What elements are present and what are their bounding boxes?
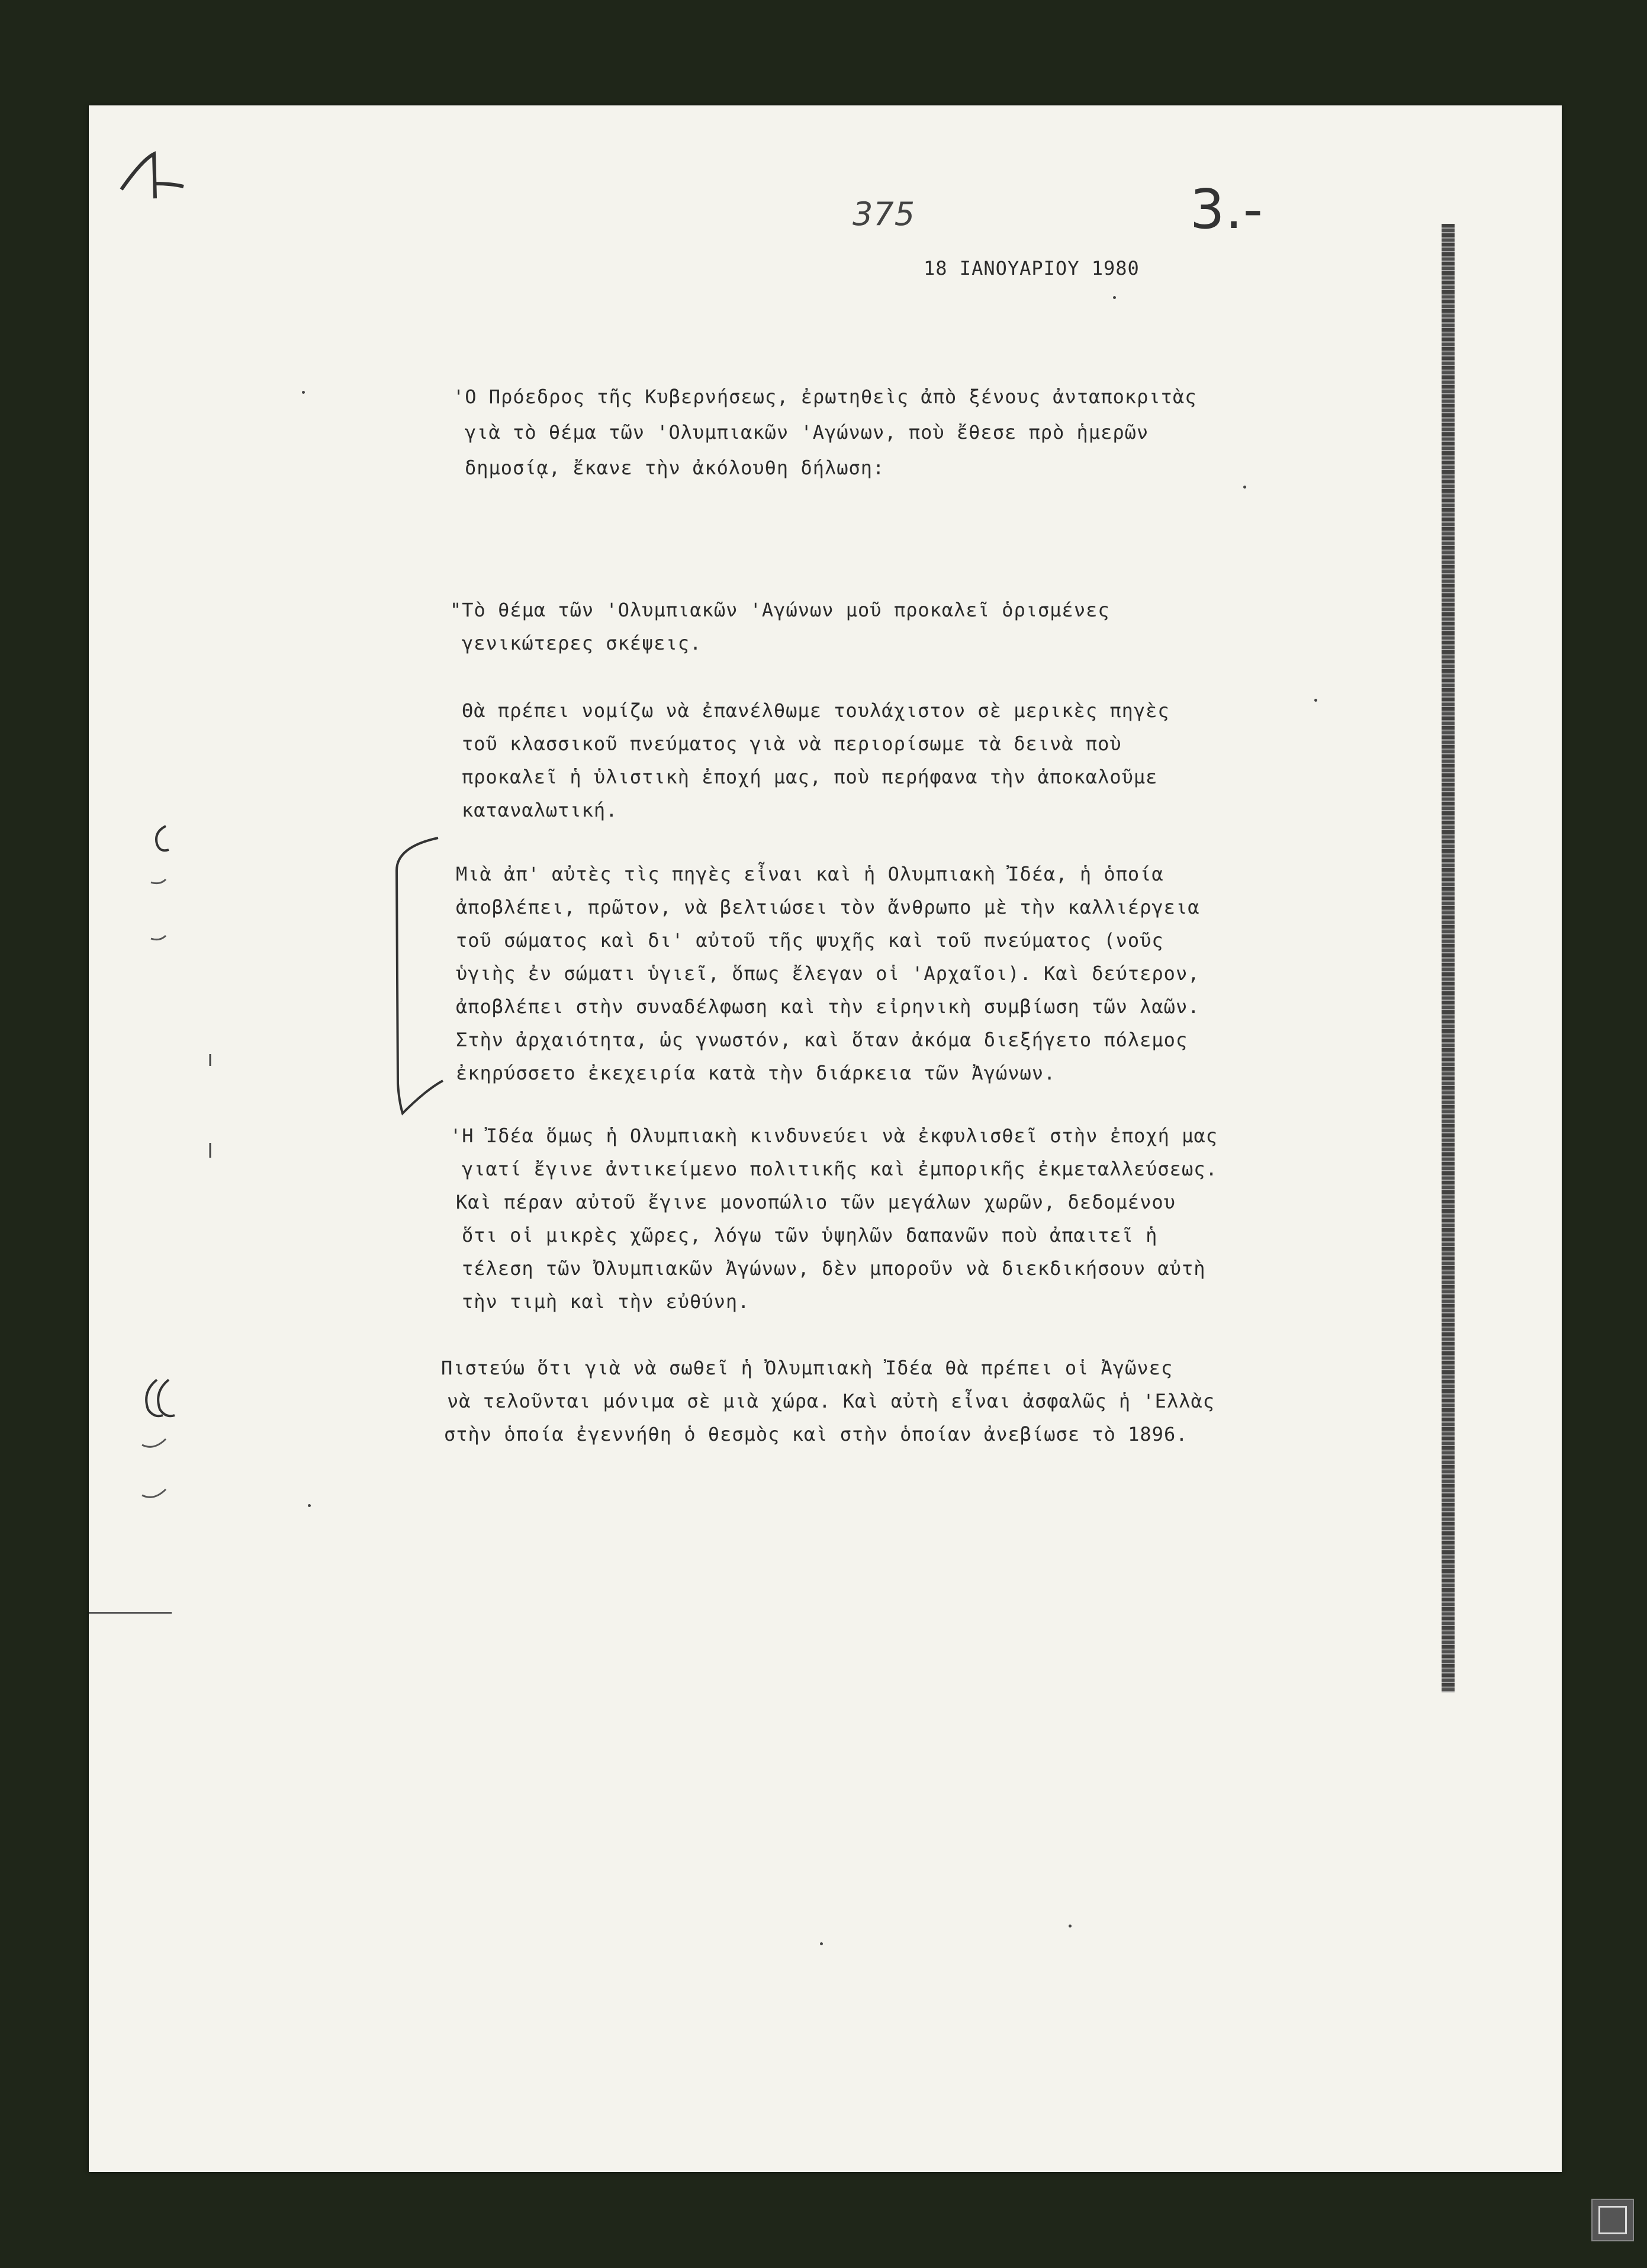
- statement-line: ἀποβλέπει, πρῶτον, νὰ βελτιώσει τὸν ἄνθρωπο μὲ τὴν καλλιέργεια: [456, 896, 1200, 918]
- statement-line: Στὴν ἀρχαιότητα, ὡς γνωστόν, καὶ ὅταν ἀκόμα διεξήγετο πόλεμος: [456, 1029, 1188, 1051]
- paper-speck: [1243, 486, 1246, 489]
- statement-line: Πιστεύω ὅτι γιὰ νὰ σωθεῖ ἡ Ὀλυμπιακὴ Ἰδέα θὰ πρέπει οἱ Ἀγῶνες: [441, 1357, 1173, 1379]
- statement-line: ἀποβλέπει στὴν συναδέλφωση καὶ τὴν εἰρηνικὴ συμβίωση τῶν λαῶν.: [456, 995, 1200, 1018]
- page-number: 375: [853, 195, 916, 233]
- statement-line: ἐκηρύσσετο ἐκεχειρία κατὰ τὴν διάρκεια τῶν Ἀγώνων.: [456, 1062, 1056, 1084]
- sheet-number: 3.-: [1190, 178, 1263, 241]
- paper-speck: [1069, 1925, 1072, 1928]
- statement-line: καταναλωτική.: [462, 799, 618, 821]
- statement-line: Καὶ πέραν αὐτοῦ ἔγινε μονοπώλιο τῶν μεγάλων χωρῶν, δεδομένου: [456, 1191, 1176, 1213]
- margin-tick-marks: [207, 1054, 213, 1161]
- statement-line: τοῦ κλασσικοῦ πνεύματος γιὰ νὰ περιορίσωμε τὰ δεινὰ ποὺ: [462, 733, 1122, 755]
- intro-line: γιὰ τὸ θέμα τῶν 'Ολυμπιακῶν 'Αγώνων, ποὺ ἔθεσε πρὸ ἡμερῶν: [465, 421, 1149, 444]
- page-edge-shadow: [1442, 224, 1455, 1692]
- margin-rule: [89, 1612, 172, 1614]
- margin-pencil-marks: [136, 1374, 184, 1516]
- margin-pencil-marks: [142, 820, 178, 950]
- statement-line: ὅτι οἱ μικρὲς χῶρες, λόγω τῶν ὑψηλῶν δαπανῶν ποὺ ἀπαιτεῖ ἡ: [462, 1224, 1158, 1247]
- paper-speck: [1314, 699, 1317, 702]
- statement-line: προκαλεῖ ἡ ὑλιστικὴ ἐποχή μας, ποὺ περήφανα τὴν ἀποκαλοῦμε: [462, 766, 1158, 788]
- handwritten-bracket: [391, 835, 444, 1125]
- paper-speck: [820, 1942, 823, 1945]
- handwritten-corner-mark: [118, 142, 189, 207]
- statement-line: Θὰ πρέπει νομίζω νὰ ἐπανέλθωμε τουλάχιστον σὲ μερικὲς πηγὲς: [462, 699, 1170, 722]
- statement-line: γενικώτερες σκέψεις.: [462, 632, 702, 654]
- archive-logo-stamp: [1591, 2199, 1634, 2241]
- statement-line: τὴν τιμὴ καὶ τὴν εὐθύνη.: [462, 1290, 750, 1313]
- statement-line: τοῦ σώματος καὶ δι' αὐτοῦ τῆς ψυχῆς καὶ τοῦ πνεύματος (νοῦς: [456, 929, 1164, 952]
- paper-speck: [308, 1504, 311, 1507]
- statement-line: ὑγιὴς ἐν σώματι ὑγιεῖ, ὅπως ἔλεγαν οἱ 'Αρχαῖοι). Καὶ δεύτερον,: [456, 962, 1200, 985]
- document-date: 18 ΙΑΝΟΥΑΡΙΟΥ 1980: [924, 257, 1140, 280]
- intro-line: 'Ο Πρόεδρος τῆς Κυβερνήσεως, ἐρωτηθεὶς ἀπὸ ξένους ἀνταποκριτὰς: [453, 386, 1197, 408]
- statement-line: τέλεση τῶν Ὀλυμπιακῶν Ἀγώνων, δὲν μποροῦν νὰ διεκδικήσουν αὐτὴ: [462, 1257, 1206, 1280]
- statement-line: 'Η Ἰδέα ὅμως ἡ Ολυμπιακὴ κινδυνεύει νὰ ἐκφυλισθεῖ στὴν ἐποχή μας: [450, 1125, 1218, 1147]
- statement-line: "Τὸ θέμα τῶν 'Ολυμπιακῶν 'Αγώνων μοῦ προκαλεῖ ὁρισμένες: [450, 599, 1110, 621]
- statement-line: γιατί ἔγινε ἀντικείμενο πολιτικῆς καὶ ἐμπορικῆς ἐκμεταλλεύσεως.: [462, 1158, 1218, 1180]
- intro-line: δημοσίᾳ, ἔκανε τὴν ἀκόλουθη δήλωση:: [465, 457, 885, 479]
- statement-line: νὰ τελοῦνται μόνιμα σὲ μιὰ χώρα. Καὶ αὐτὴ εἶναι ἀσφαλῶς ἡ 'Ελλὰς: [447, 1390, 1215, 1412]
- paper-speck: [302, 391, 305, 394]
- statement-line: Μιὰ ἀπ' αὐτὲς τὶς πηγὲς εἶναι καὶ ἡ Ολυμπιακὴ Ἰδέα, ἡ ὁποία: [456, 863, 1164, 885]
- paper-speck: [1113, 296, 1116, 299]
- statement-line: στὴν ὁποία ἐγεννήθη ὁ θεσμὸς καὶ στὴν ὁποίαν ἀνεβίωσε τὸ 1896.: [444, 1423, 1188, 1445]
